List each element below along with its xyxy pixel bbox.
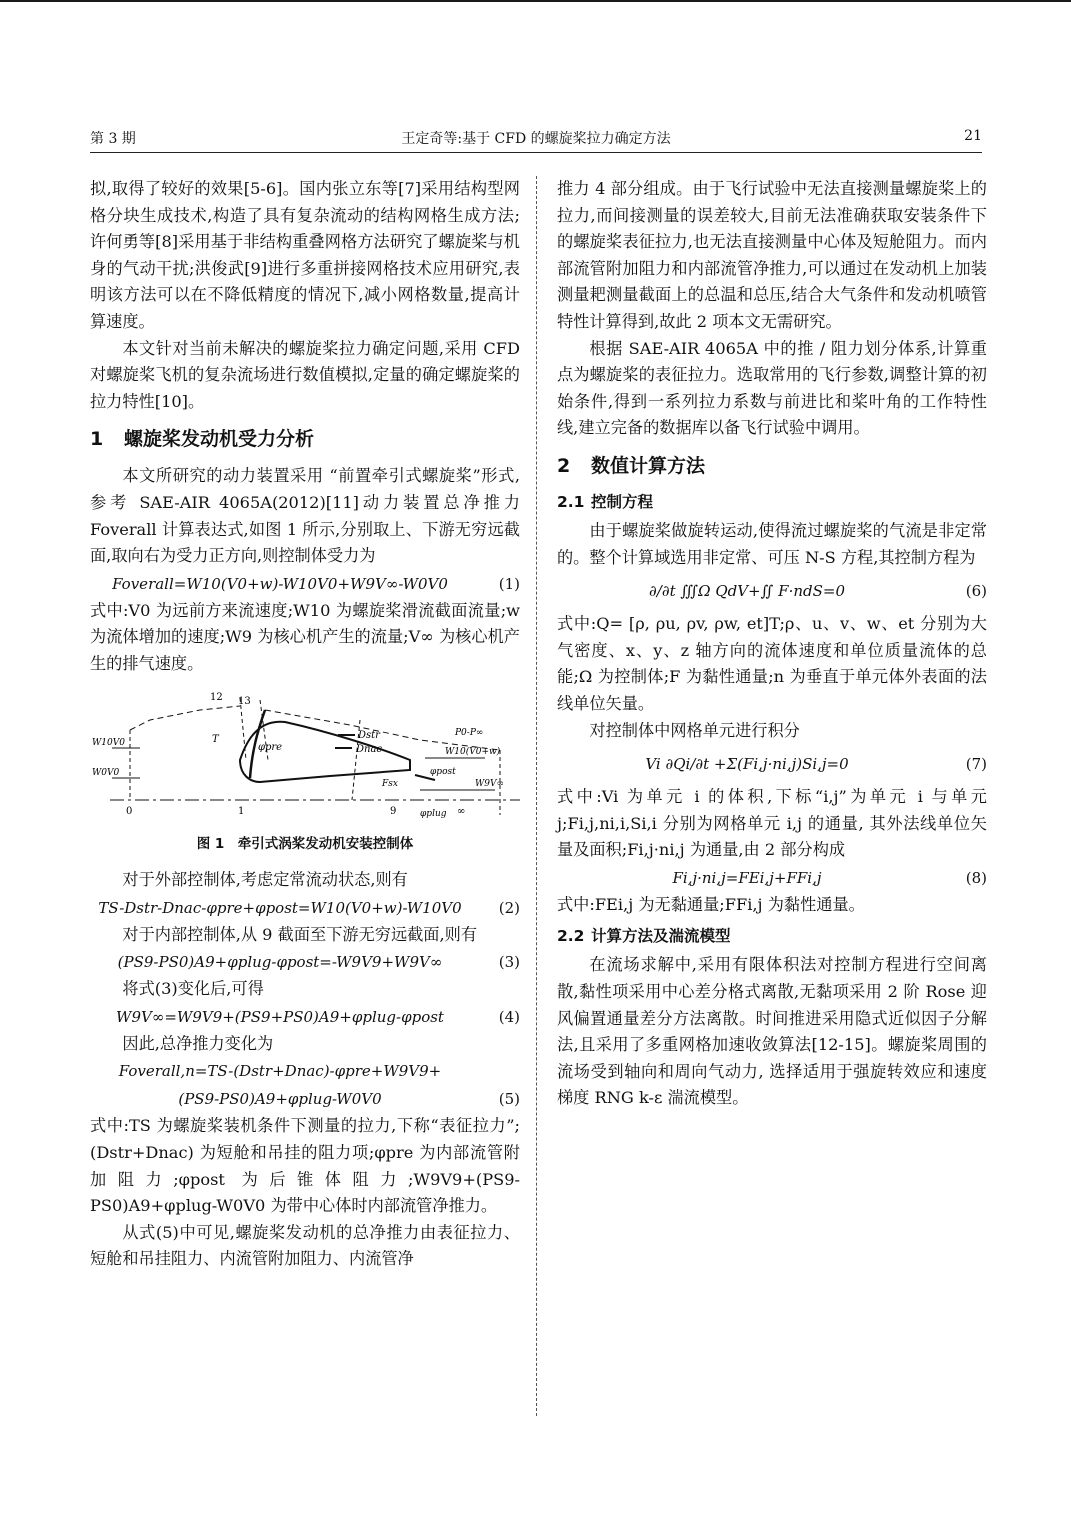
paragraph: 对于外部控制体,考虑定常流动状态,则有 <box>122 870 408 890</box>
equation-5b: (PS9-PS0)A9+φplug-W0V0 (5) <box>178 1090 520 1109</box>
fig-label: W0V0 <box>92 767 120 778</box>
paragraph: 在流场求解中,采用有限体积法对控制方程进行空间离散,黏性项采用中心差分格式离散,无黏项采用 2 阶 Rose 迎风偏置通量差分方法离散。时间推进采用隐式近似因子分解法,且采用了多重网格加速收敛算法[12-15]。螺旋桨周围的流场受到轴向和周向气动力, 选择适用于强旋转效应和速度梯度 RNG k-ε 湍流模型。 <box>557 955 987 1108</box>
equation-2: TS-Dstr-Dnac-φpre+φpost=W10(V0+w)-W10V0 (2) <box>98 898 520 917</box>
paragraph: 推力 4 部分组成。由于飞行试验中无法直接测量螺旋桨上的拉力,而间接测量的误差较大,目前无法准确获取安装条件下的螺旋桨表征拉力,也无法直接测量中心体及短舱阻力。而内部流管附加阻力和内部流管净推力,可以通过在发动机上加装测量耙测量截面上的总温和总压,结合大气条件和发动机喷管特性计算得到,故此 2 项本文无需研究。 <box>557 179 987 331</box>
fig-label: T <box>212 733 219 745</box>
paragraph: 对于内部控制体,从 9 截面至下游无穷远截面,则有 <box>122 924 478 944</box>
paragraph: 式中:Vi 为单元 i 的体积,下标“i,j”为单元 i 与单元 j;Fi,j,ni,i,Si,i 分别为网格单元 i,j 的通量, 其外法线单位矢量及面积;Fi,j·ni,j 为通量,由 2 部分构成 <box>557 787 987 860</box>
paragraph: 拟,取得了较好的效果[5-6]。国内张立东等[7]采用结构型网格分块生成技术,构造了具有复杂流动的结构网格生成方法;许何勇等[8]采用基于非结构重叠网格方法研究了螺旋桨与机身的气动干扰;洪俊武[9]进行多重拼接网格技术应用研究,表明该方法可以在不降低精度的情况下,减小网格数量,提高计算速度。 <box>90 179 520 331</box>
fig-label: Fsx <box>382 778 398 789</box>
fig-label: P0-P∞ <box>455 727 484 738</box>
fig-label: φplug <box>420 808 447 819</box>
fig-label: 13 <box>238 695 251 707</box>
section-heading-1: 1 螺旋桨发动机受力分析 <box>90 428 315 451</box>
fig-label: ∞ <box>457 805 466 817</box>
subsection-heading-2-1: 2.1 控制方程 <box>557 492 654 511</box>
fig-label: φpost <box>430 766 456 777</box>
fig-label: φpre <box>258 741 283 753</box>
paragraph: 根据 SAE-AIR 4065A 中的推 / 阻力划分体系,计算重点为螺旋桨的表征拉力。选取常用的飞行参数,调整计算的初始条件,得到一系列拉力系数与前进比和桨叶角的工作特性线,建立完备的数据库以备飞行试验中调用。 <box>557 338 987 438</box>
column-divider <box>536 176 537 1416</box>
equation-5a: Foverall,n=TS-(Dstr+Dnac)-φpre+W9V9+ <box>118 1062 442 1081</box>
figure-caption: 图 1 牵引式涡桨发动机安装控制体 <box>196 835 414 852</box>
paragraph: 因此,总净推力变化为 <box>122 1033 274 1053</box>
equation-6: ∂/∂t ∭Ω QdV+∬ F·ndS=0 (6) <box>649 582 987 601</box>
issue-label: 第 3 期 <box>90 131 136 147</box>
fig-label: Dstr <box>358 729 380 741</box>
fig-label: 0 <box>126 805 133 817</box>
paragraph: 对控制体中网格单元进行积分 <box>589 720 800 740</box>
section-heading-2: 2 数值计算方法 <box>557 454 706 477</box>
equation-3: (PS9-PS0)A9+φplug-φpost=-W9V9+W9V∞ (3) <box>117 953 520 972</box>
fig-label: 12 <box>210 691 223 703</box>
control-volume-diagram <box>90 690 520 825</box>
running-header <box>90 128 982 150</box>
paragraph: 式中:TS 为螺旋桨装机条件下测量的拉力,下称“表征拉力”;(Dstr+Dnac) 为短舱和吊挂的阻力项;φpre 为内部流管附加阻力;φpost 为后锥体阻力;W9V9+(PS9-PS0)A9+φplug-W0V0 为带中心体时内部流管净推力。 <box>90 1116 520 1216</box>
paragraph: 式中:V0 为远前方来流速度;W10 为螺旋桨滑流截面流量;w 为流体增加的速度;W9 为核心机产生的流量;V∞ 为核心机产生的排气速度。 <box>90 600 520 673</box>
equation-8: Fi,j·ni,j=FEi,j+FFi,j (8) <box>672 868 987 887</box>
paragraph: 本文针对当前未解决的螺旋桨拉力确定问题,采用 CFD 对螺旋桨飞机的复杂流场进行数值模拟,定量的确定螺旋桨的拉力特性[10]。 <box>90 338 520 411</box>
figure-1 <box>90 690 520 858</box>
header-rule <box>90 152 982 153</box>
paragraph: 由于螺旋桨做旋转运动,使得流过螺旋桨的气流是非定常的。整个计算域选用非定常、可压 N-S 方程,其控制方程为 <box>557 520 987 567</box>
page-number: 21 <box>964 128 982 144</box>
running-title: 王定奇等:基于 CFD 的螺旋桨拉力确定方法 <box>401 131 671 147</box>
paragraph: 本文所研究的动力装置采用 “前置牵引式螺旋桨”形式,参考 SAE-AIR 4065A(2012)[11]动力装置总净推力 Foverall 计算表达式,如图 1 所示,分别取上、下游无穷远截面,取向右为受力正方向,则控制体受力为 <box>90 466 520 566</box>
fig-label: 1 <box>238 805 245 817</box>
fig-label: W10(V0+w) <box>445 746 501 757</box>
fig-label: W9V∞ <box>475 778 504 789</box>
equation-1: Foverall=W10(V0+w)-W10V0+W9V∞-W0V0 (1) <box>112 574 520 593</box>
equation-4: W9V∞=W9V9+(PS9+PS0)A9+φplug-φpost (4) <box>116 1007 520 1026</box>
subsection-heading-2-2: 2.2 计算方法及湍流模型 <box>557 927 731 946</box>
fig-label: W10V0 <box>92 737 125 748</box>
left-column <box>90 176 520 1273</box>
fig-label: 9 <box>390 805 397 817</box>
paragraph: 式中:FEi,j 为无黏通量;FFi,j 为黏性通量。 <box>557 894 865 914</box>
fig-label: Dnac <box>356 743 383 755</box>
right-column <box>557 176 987 1112</box>
equation-7: Vi ∂Qi/∂t +Σ(Fi,j·ni,j)Si,j=0 (7) <box>645 755 987 774</box>
paragraph: 式中:Q= [ρ, ρu, ρv, ρw, et]T;ρ、u、v、w、et 分别为大气密度、x、y、z 轴方向的流体速度和单位质量流体的总能;Ω 为控制体;F 为黏性通量;n 为垂直于单元体外表面的法线单位矢量。 <box>557 614 987 713</box>
top-border <box>0 0 1071 2</box>
paragraph: 从式(5)中可见,螺旋桨发动机的总净推力由表征拉力、短舱和吊挂阻力、内流管附加阻力、内流管净 <box>90 1222 520 1269</box>
paragraph: 将式(3)变化后,可得 <box>122 979 264 999</box>
